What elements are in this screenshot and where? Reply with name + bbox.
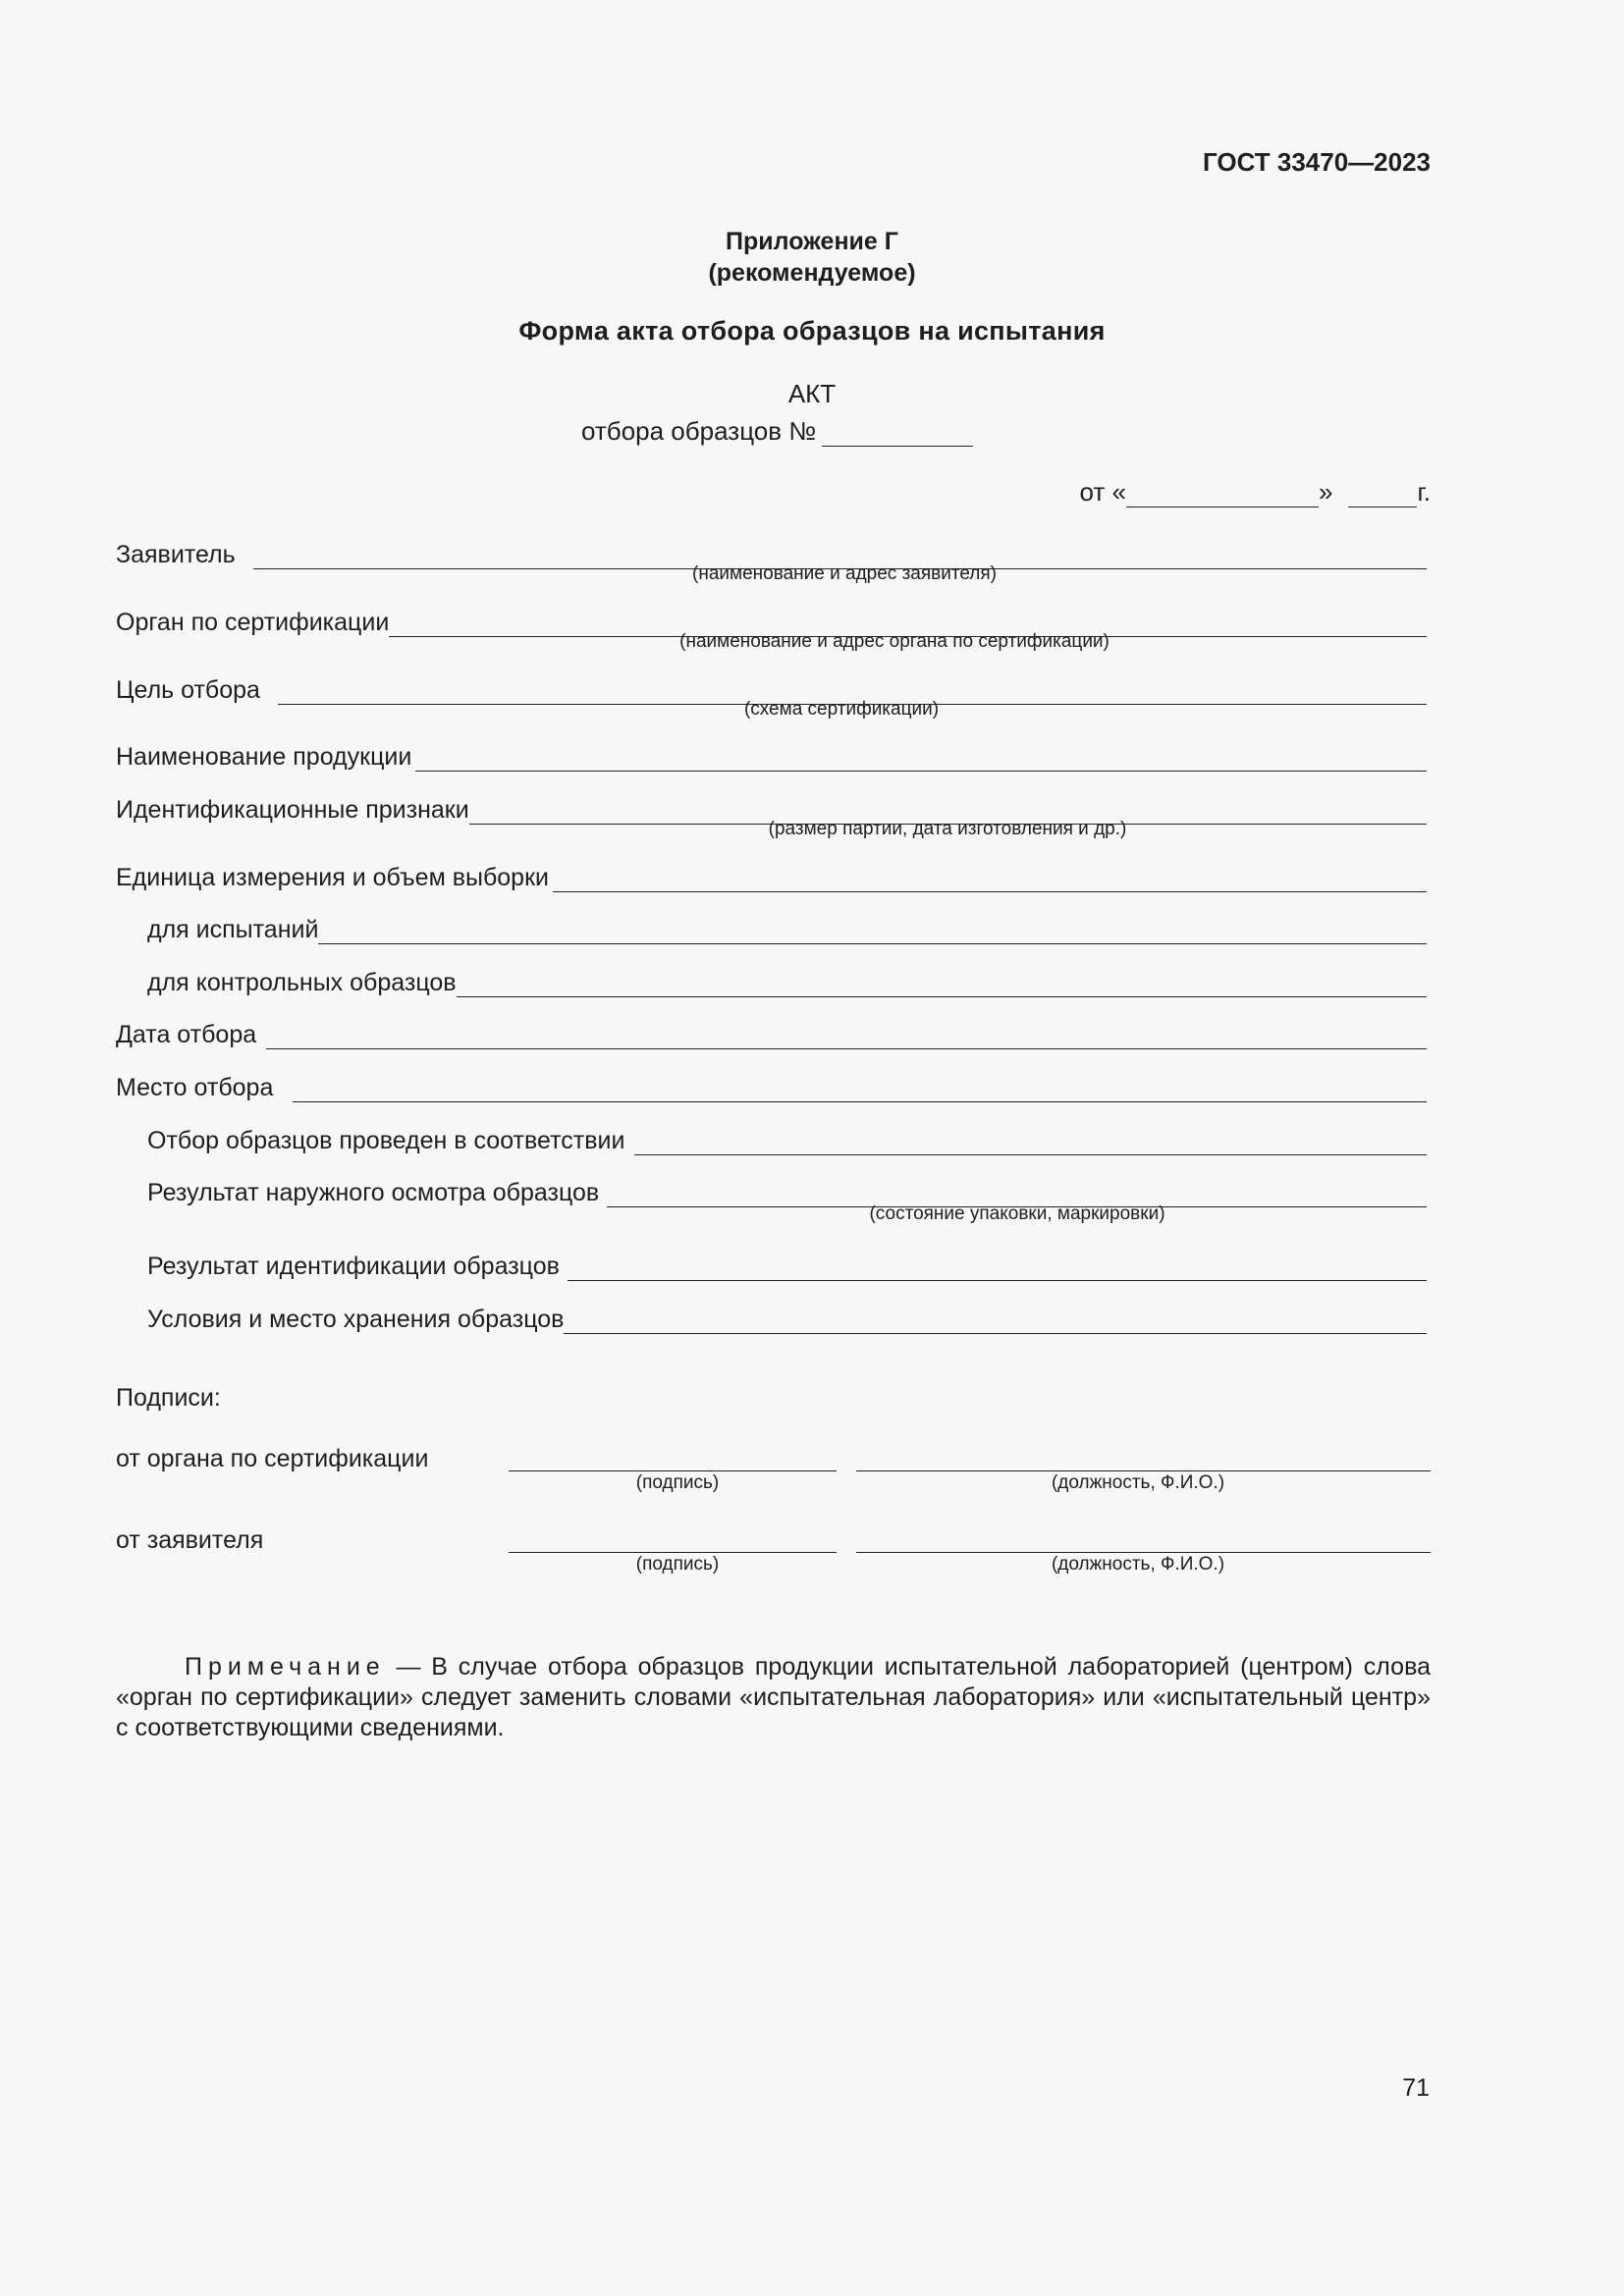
signature-hint: (подпись): [635, 1554, 720, 1575]
appendix-title: Приложение Г: [726, 228, 898, 255]
signature-line: [509, 1468, 837, 1471]
position-hint: (должность, Ф.И.О.): [1051, 1554, 1225, 1575]
signature-hint: (подпись): [635, 1472, 720, 1493]
field-line: [415, 741, 1427, 772]
field-storage: [147, 1295, 1427, 1334]
date-mid: »: [1318, 477, 1333, 507]
note: [116, 1652, 1431, 1743]
position-line: [856, 1550, 1431, 1553]
field-label: Заявитель: [116, 541, 236, 568]
field-hint: (размер партии, дата изготовления и др.): [768, 819, 1127, 839]
date-prefix: от «: [1079, 477, 1126, 507]
field-identification-result: [147, 1242, 1427, 1281]
field-product-name: [116, 732, 1427, 772]
field-unit-volume: [116, 853, 1427, 892]
act-number-label: отбора образцов №: [581, 416, 817, 446]
signature-line: [509, 1550, 837, 1553]
field-label: Цель отбора: [116, 676, 260, 704]
field-label: для контрольных образцов: [147, 969, 457, 996]
form-title: Форма акта отбора образцов на испытания: [518, 316, 1106, 346]
act-number: [581, 416, 973, 447]
field-label: для испытаний: [147, 916, 319, 943]
field-line: [634, 1125, 1427, 1155]
page-number: 71: [1402, 2074, 1430, 2102]
act-title: АКТ: [787, 379, 837, 408]
signatures-heading: Подписи:: [116, 1384, 221, 1412]
field-sampling-accordance: [147, 1116, 1427, 1155]
act-date: [1080, 477, 1432, 507]
appendix-status: (рекомендуемое): [708, 259, 916, 287]
field-label: Орган по сертификации: [116, 609, 390, 636]
signature-cert-body-label: от органа по сертификации: [116, 1445, 429, 1472]
field-label: Результат наружного осмотра образцов: [147, 1179, 600, 1206]
signature-applicant-label: от заявителя: [116, 1526, 264, 1554]
field-sampling-date: [116, 1010, 1427, 1049]
date-day-month-blank: [1126, 479, 1319, 507]
field-line: [318, 914, 1427, 944]
note-text: — В случае отбора образцов продукции испытательной лабораторией (центром) слова «орган по сертификации» следует заменить словами «испытательная лаборатория» или «испытательный центр» с соответствующими сведениями.: [116, 1653, 1431, 1741]
field-for-control: [147, 958, 1427, 997]
field-label: Дата отбора: [116, 1021, 257, 1048]
act-number-blank: [822, 418, 973, 447]
field-label: Идентификационные признаки: [116, 796, 469, 824]
field-line: [553, 862, 1427, 892]
field-hint: (схема сертификации): [743, 699, 940, 720]
appendix-heading: [0, 226, 1624, 289]
field-label: Результат идентификации образцов: [147, 1253, 560, 1280]
field-label: Единица измерения и объем выборки: [116, 864, 549, 891]
field-line: [457, 967, 1427, 997]
field-sampling-place: [116, 1063, 1427, 1102]
field-inspection-result: [147, 1168, 1427, 1207]
position-line: [856, 1468, 1431, 1471]
standard-designation: ГОСТ 33470—2023: [1203, 147, 1431, 177]
field-label: Наименование продукции: [116, 743, 412, 771]
field-for-tests: [147, 905, 1427, 944]
field-line: [266, 1019, 1427, 1049]
date-suffix: г.: [1417, 477, 1431, 507]
field-hint: (состояние упаковки, маркировки): [869, 1203, 1165, 1224]
field-hint: (наименование и адрес органа по сертификации): [679, 631, 1110, 652]
field-hint: (наименование и адрес заявителя): [692, 563, 997, 584]
note-label: Примечание: [185, 1653, 386, 1681]
field-label: Место отбора: [116, 1074, 274, 1101]
field-line: [564, 1304, 1427, 1334]
field-label: Условия и место хранения образцов: [147, 1306, 565, 1333]
field-line: [568, 1251, 1427, 1281]
field-line: [293, 1072, 1427, 1102]
field-label: Отбор образцов проведен в соответствии: [147, 1127, 625, 1154]
date-year-blank: [1348, 479, 1417, 507]
position-hint: (должность, Ф.И.О.): [1051, 1472, 1225, 1493]
